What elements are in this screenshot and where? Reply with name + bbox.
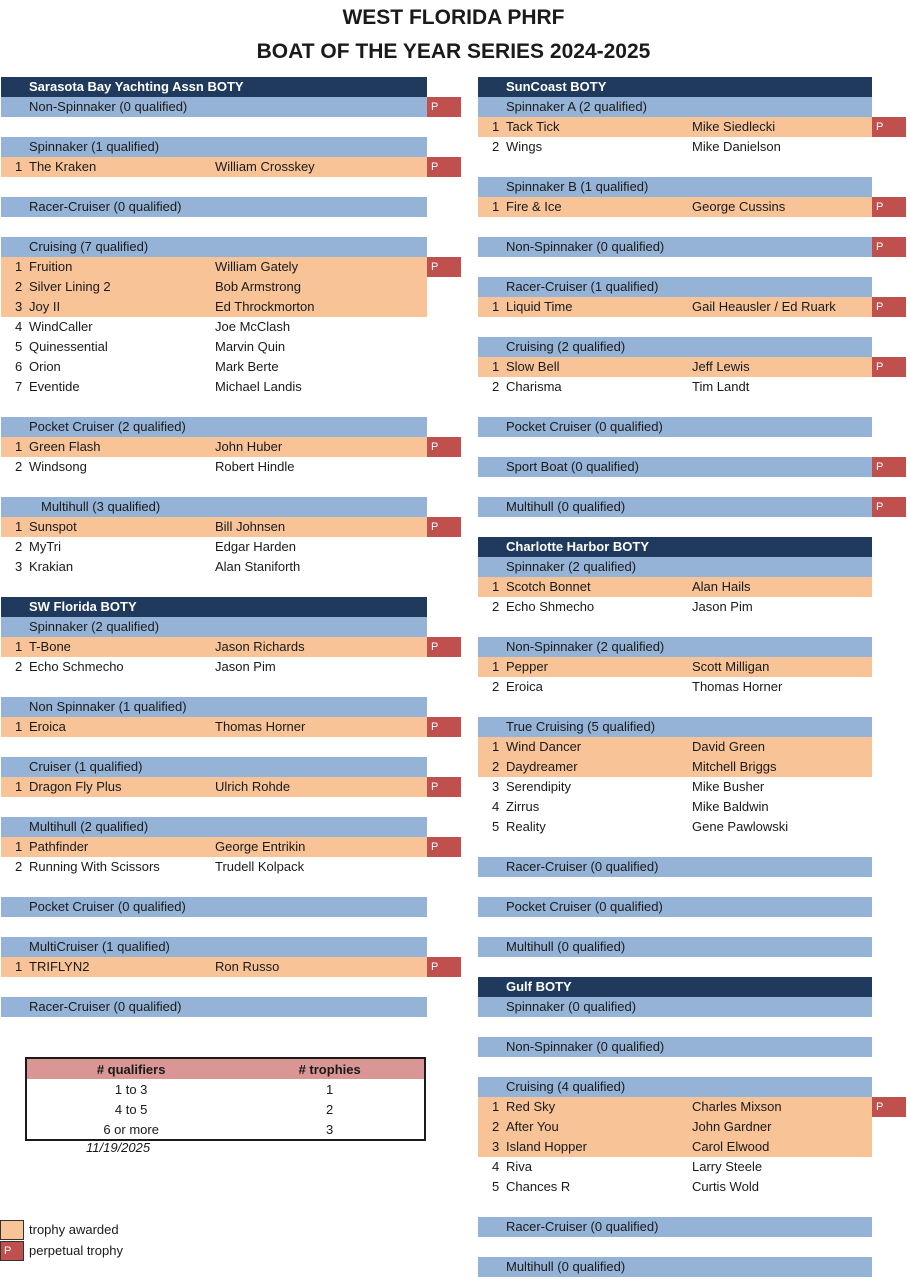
owner-name: Curtis Wold bbox=[692, 1179, 759, 1194]
boat-name: Green Flash bbox=[29, 439, 101, 454]
place-number: 2 bbox=[15, 659, 23, 674]
class-title: Non-Spinnaker (0 qualified) bbox=[29, 99, 188, 114]
owner-name: John Huber bbox=[215, 439, 283, 454]
boat-name: T-Bone bbox=[29, 639, 71, 654]
legend-perpetual-swatch: P bbox=[0, 1241, 24, 1261]
trophy-row-fill bbox=[478, 357, 872, 377]
perpetual-trophy-marker: P bbox=[872, 1097, 906, 1117]
class-title: MultiCruiser (1 qualified) bbox=[29, 939, 170, 954]
boat-name: Slow Bell bbox=[506, 359, 560, 374]
legend-trophy-label: trophy awarded bbox=[29, 1222, 119, 1237]
boat-name: Zirrus bbox=[506, 799, 540, 814]
place-number: 1 bbox=[492, 739, 500, 754]
region-header-bar bbox=[1, 597, 427, 617]
class-title: Non-Spinnaker (0 qualified) bbox=[506, 1039, 665, 1054]
qualifier-range: 6 or more bbox=[103, 1121, 159, 1137]
owner-name: Jason Pim bbox=[215, 659, 276, 674]
row-fill bbox=[1, 377, 427, 397]
class-header-bar bbox=[1, 137, 427, 157]
place-number: 1 bbox=[492, 199, 500, 214]
legend-trophy-swatch bbox=[0, 1220, 24, 1240]
trophy-row-fill bbox=[478, 737, 872, 757]
trophy-row-fill bbox=[478, 197, 872, 217]
trophy-row-fill bbox=[1, 437, 427, 457]
owner-name: Joe McClash bbox=[215, 319, 291, 334]
place-number: 1 bbox=[492, 659, 500, 674]
owner-name: David Green bbox=[692, 739, 765, 754]
class-title: Pocket Cruiser (2 qualified) bbox=[29, 419, 186, 434]
class-header-bar bbox=[478, 717, 872, 737]
boat-name: Island Hopper bbox=[506, 1139, 587, 1154]
class-header-bar bbox=[478, 857, 872, 877]
region-title: SunCoast BOTY bbox=[506, 79, 607, 94]
row-fill bbox=[478, 1177, 872, 1197]
class-header-bar bbox=[478, 1077, 872, 1097]
region-title: Charlotte Harbor BOTY bbox=[506, 539, 650, 554]
owner-name: Jason Pim bbox=[692, 599, 753, 614]
place-number: 5 bbox=[492, 819, 500, 834]
table-row bbox=[26, 1119, 425, 1140]
row-fill bbox=[478, 797, 872, 817]
class-title: Spinnaker (2 qualified) bbox=[29, 619, 160, 634]
boat-name: Eroica bbox=[29, 719, 66, 734]
place-number: 1 bbox=[492, 119, 500, 134]
place-number: 2 bbox=[15, 539, 23, 554]
boat-name: Silver Lining 2 bbox=[29, 279, 111, 294]
trophy-count: 2 bbox=[326, 1101, 334, 1117]
class-title: Racer-Cruiser (1 qualified) bbox=[506, 279, 659, 294]
qualifier-range: 4 to 5 bbox=[114, 1101, 148, 1117]
place-number: 2 bbox=[492, 759, 500, 774]
place-number: 1 bbox=[15, 639, 23, 654]
class-title: Pocket Cruiser (0 qualified) bbox=[506, 419, 663, 434]
boat-name: Running With Scissors bbox=[29, 859, 160, 874]
row-fill bbox=[1, 537, 427, 557]
boat-name: After You bbox=[506, 1119, 559, 1134]
row-fill bbox=[478, 817, 872, 837]
row-fill bbox=[1, 457, 427, 477]
boat-name: Echo Shmecho bbox=[506, 599, 595, 614]
owner-name: Robert Hindle bbox=[215, 459, 295, 474]
boat-name: Eroica bbox=[506, 679, 543, 694]
perpetual-trophy-marker: P bbox=[427, 837, 461, 857]
perpetual-trophy-marker: P bbox=[427, 97, 461, 117]
boat-name: Dragon Fly Plus bbox=[29, 779, 122, 794]
class-header-bar bbox=[478, 97, 872, 117]
trophy-row-fill bbox=[1, 637, 427, 657]
class-title: Pocket Cruiser (0 qualified) bbox=[29, 899, 186, 914]
boat-name: Pathfinder bbox=[29, 839, 89, 854]
class-title: Cruising (4 qualified) bbox=[506, 1079, 626, 1094]
class-title: Sport Boat (0 qualified) bbox=[506, 459, 639, 474]
class-title: Cruising (7 qualified) bbox=[29, 239, 149, 254]
row-fill bbox=[478, 597, 872, 617]
place-number: 1 bbox=[492, 1099, 500, 1114]
region-header-bar bbox=[1, 77, 427, 97]
perpetual-trophy-marker: P bbox=[427, 517, 461, 537]
place-number: 1 bbox=[15, 959, 23, 974]
row-fill bbox=[1, 357, 427, 377]
trophy-row-fill bbox=[478, 1137, 872, 1157]
row-fill bbox=[478, 1157, 872, 1177]
boat-name: Chances R bbox=[506, 1179, 571, 1194]
owner-name: Thomas Horner bbox=[215, 719, 306, 734]
page-title: WEST FLORIDA PHRF bbox=[342, 6, 565, 29]
perpetual-trophy-marker: P bbox=[427, 157, 461, 177]
class-title: Multihull (0 qualified) bbox=[506, 939, 626, 954]
class-title: Cruising (2 qualified) bbox=[506, 339, 626, 354]
qualifier-table-header bbox=[26, 1058, 425, 1079]
boat-name: Joy II bbox=[29, 299, 61, 314]
place-number: 4 bbox=[15, 319, 23, 334]
trophy-count: 3 bbox=[326, 1121, 334, 1137]
owner-name: Thomas Horner bbox=[692, 679, 783, 694]
boat-name: TRIFLYN2 bbox=[29, 959, 90, 974]
region-header-bar bbox=[478, 77, 872, 97]
trophy-row-fill bbox=[1, 157, 427, 177]
place-number: 2 bbox=[492, 599, 500, 614]
region-title: SW Florida BOTY bbox=[29, 599, 137, 614]
class-header-bar bbox=[478, 557, 872, 577]
class-title: Multihull (0 qualified) bbox=[506, 1259, 626, 1274]
row-fill bbox=[1, 657, 427, 677]
trophy-row-fill bbox=[1, 957, 427, 977]
trophy-row-fill bbox=[1, 517, 427, 537]
header-qualifiers: # qualifiers bbox=[26, 1058, 235, 1079]
owner-name: Charles Mixson bbox=[692, 1099, 782, 1114]
boat-name: Wings bbox=[506, 139, 543, 154]
class-title: Non-Spinnaker (0 qualified) bbox=[506, 239, 665, 254]
row-fill bbox=[478, 137, 872, 157]
place-number: 1 bbox=[15, 719, 23, 734]
perpetual-trophy-marker: P bbox=[872, 197, 906, 217]
owner-name: Michael Landis bbox=[215, 379, 302, 394]
boat-name: Windsong bbox=[29, 459, 87, 474]
boat-name: Charisma bbox=[506, 379, 562, 394]
owner-name: Bob Armstrong bbox=[215, 279, 301, 294]
boat-name: Serendipity bbox=[506, 779, 572, 794]
owner-name: Gail Heausler / Ed Ruark bbox=[692, 299, 836, 314]
boat-name: Daydreamer bbox=[506, 759, 578, 774]
place-number: 2 bbox=[15, 459, 23, 474]
trophy-row-fill bbox=[478, 577, 872, 597]
region-header-bar bbox=[478, 977, 872, 997]
boat-name: Echo Schmecho bbox=[29, 659, 124, 674]
owner-name: Marvin Quin bbox=[215, 339, 286, 354]
class-header-bar bbox=[478, 237, 872, 257]
table-row bbox=[26, 1099, 425, 1119]
place-number: 5 bbox=[15, 339, 23, 354]
owner-name: Mark Berte bbox=[215, 359, 279, 374]
class-title: True Cruising (5 qualified) bbox=[506, 719, 656, 734]
class-title: Spinnaker (1 qualified) bbox=[29, 139, 160, 154]
class-header-bar bbox=[478, 997, 872, 1017]
trophy-count: 1 bbox=[326, 1081, 334, 1097]
trophy-row-fill bbox=[1, 277, 427, 297]
place-number: 1 bbox=[15, 439, 23, 454]
trophy-row-fill bbox=[478, 297, 872, 317]
class-title: Multihull (3 qualified) bbox=[41, 499, 161, 514]
row-fill bbox=[1, 857, 427, 877]
class-title: Non Spinnaker (1 qualified) bbox=[29, 699, 187, 714]
place-number: 2 bbox=[492, 679, 500, 694]
trophy-row-fill bbox=[478, 657, 872, 677]
place-number: 4 bbox=[492, 1159, 500, 1174]
place-number: 3 bbox=[492, 779, 500, 794]
date-label: 11/19/2025 bbox=[86, 1140, 151, 1155]
owner-name: Scott Milligan bbox=[692, 659, 770, 674]
class-title: Cruiser (1 qualified) bbox=[29, 759, 143, 774]
boat-name: Wind Dancer bbox=[506, 739, 582, 754]
trophy-row-fill bbox=[478, 117, 872, 137]
owner-name: Trudell Kolpack bbox=[215, 859, 305, 874]
owner-name: Ron Russo bbox=[215, 959, 280, 974]
trophy-row-fill bbox=[1, 257, 427, 277]
perpetual-trophy-marker: P bbox=[872, 297, 906, 317]
class-header-bar bbox=[1, 197, 427, 217]
place-number: 1 bbox=[492, 299, 500, 314]
trophy-row-fill bbox=[1, 777, 427, 797]
class-title: Racer-Cruiser (0 qualified) bbox=[29, 199, 182, 214]
region-title: Sarasota Bay Yachting Assn BOTY bbox=[29, 79, 244, 94]
class-header-bar bbox=[1, 497, 427, 517]
row-fill bbox=[1, 337, 427, 357]
place-number: 4 bbox=[492, 799, 500, 814]
class-header-bar bbox=[478, 637, 872, 657]
owner-name: Bill Johnsen bbox=[215, 519, 286, 534]
owner-name: Alan Staniforth bbox=[215, 559, 301, 574]
class-header-bar bbox=[1, 757, 427, 777]
place-number: 1 bbox=[15, 519, 23, 534]
perpetual-trophy-marker: P bbox=[872, 237, 906, 257]
class-header-bar bbox=[478, 897, 872, 917]
place-number: 3 bbox=[15, 559, 23, 574]
boat-name: Scotch Bonnet bbox=[506, 579, 591, 594]
place-number: 1 bbox=[492, 359, 500, 374]
boat-name: WindCaller bbox=[29, 319, 93, 334]
class-title: Spinnaker B (1 qualified) bbox=[506, 179, 649, 194]
class-title: Multihull (0 qualified) bbox=[506, 499, 626, 514]
place-number: 2 bbox=[492, 1119, 500, 1134]
row-fill bbox=[478, 777, 872, 797]
perpetual-trophy-marker: P bbox=[427, 637, 461, 657]
owner-name: Mike Danielson bbox=[692, 139, 781, 154]
trophy-row-fill bbox=[1, 717, 427, 737]
class-header-bar bbox=[478, 497, 872, 517]
owner-name: Mitchell Briggs bbox=[692, 759, 777, 774]
boat-name: Red Sky bbox=[506, 1099, 556, 1114]
class-title: Non-Spinnaker (2 qualified) bbox=[506, 639, 665, 654]
place-number: 2 bbox=[492, 379, 500, 394]
boat-name: Tack Tick bbox=[506, 119, 560, 134]
class-header-bar bbox=[478, 177, 872, 197]
place-number: 2 bbox=[15, 859, 23, 874]
class-header-bar bbox=[478, 1217, 872, 1237]
class-title: Racer-Cruiser (0 qualified) bbox=[506, 859, 659, 874]
row-fill bbox=[1, 317, 427, 337]
region-title: Gulf BOTY bbox=[506, 979, 572, 994]
perpetual-trophy-marker: P bbox=[872, 117, 906, 137]
boat-name: Krakian bbox=[29, 559, 74, 574]
class-header-bar bbox=[478, 937, 872, 957]
boat-name: Fire & Ice bbox=[506, 199, 562, 214]
header-trophies: # trophies bbox=[235, 1058, 425, 1079]
class-title: Spinnaker (0 qualified) bbox=[506, 999, 637, 1014]
page-subtitle: BOAT OF THE YEAR SERIES 2024-2025 bbox=[256, 40, 651, 63]
class-header-bar bbox=[1, 237, 427, 257]
owner-name: Ed Throckmorton bbox=[215, 299, 315, 314]
place-number: 5 bbox=[492, 1179, 500, 1194]
perpetual-trophy-marker: P bbox=[427, 777, 461, 797]
trophy-row-fill bbox=[478, 757, 872, 777]
place-number: 1 bbox=[15, 779, 23, 794]
owner-name: Carol Elwood bbox=[692, 1139, 770, 1154]
place-number: 2 bbox=[492, 139, 500, 154]
boat-name: Fruition bbox=[29, 259, 73, 274]
class-header-bar bbox=[1, 997, 427, 1017]
region-header-bar bbox=[478, 537, 872, 557]
place-number: 1 bbox=[15, 839, 23, 854]
place-number: 7 bbox=[15, 379, 23, 394]
place-number: 3 bbox=[15, 299, 23, 314]
owner-name: Tim Landt bbox=[692, 379, 750, 394]
class-header-bar bbox=[1, 937, 427, 957]
place-number: 1 bbox=[15, 159, 23, 174]
place-number: 3 bbox=[492, 1139, 500, 1154]
class-title: Multihull (2 qualified) bbox=[29, 819, 149, 834]
class-header-bar bbox=[1, 697, 427, 717]
boat-name: MyTri bbox=[29, 539, 62, 554]
class-header-bar bbox=[478, 457, 872, 477]
boat-name: Pepper bbox=[506, 659, 548, 674]
perpetual-trophy-marker: P bbox=[872, 357, 906, 377]
class-title: Spinnaker A (2 qualified) bbox=[506, 99, 647, 114]
boat-name: Sunspot bbox=[29, 519, 77, 534]
owner-name: Ulrich Rohde bbox=[215, 779, 291, 794]
owner-name: Jason Richards bbox=[215, 639, 305, 654]
owner-name: William Gately bbox=[215, 259, 299, 274]
boat-name: Liquid Time bbox=[506, 299, 573, 314]
legend-perpetual-label: perpetual trophy bbox=[29, 1243, 123, 1258]
trophy-row-fill bbox=[1, 297, 427, 317]
boat-name: Eventide bbox=[29, 379, 80, 394]
owner-name: George Entrikin bbox=[215, 839, 306, 854]
owner-name: Larry Steele bbox=[692, 1159, 763, 1174]
perpetual-trophy-marker: P bbox=[427, 257, 461, 277]
class-header-bar bbox=[478, 417, 872, 437]
table-row bbox=[26, 1079, 425, 1099]
boat-name: Reality bbox=[506, 819, 546, 834]
row-fill bbox=[1, 557, 427, 577]
row-fill bbox=[478, 677, 872, 697]
place-number: 2 bbox=[15, 279, 23, 294]
owner-name: Mike Busher bbox=[692, 779, 765, 794]
qualifier-table bbox=[25, 1057, 426, 1141]
class-header-bar bbox=[1, 897, 427, 917]
boat-name: Riva bbox=[506, 1159, 533, 1174]
class-header-bar bbox=[478, 1257, 872, 1277]
perpetual-trophy-marker: P bbox=[427, 437, 461, 457]
trophy-row-fill bbox=[478, 1097, 872, 1117]
owner-name: Edgar Harden bbox=[215, 539, 296, 554]
class-header-bar bbox=[1, 817, 427, 837]
perpetual-trophy-marker: P bbox=[427, 957, 461, 977]
place-number: 1 bbox=[492, 579, 500, 594]
row-fill bbox=[478, 377, 872, 397]
boat-name: The Kraken bbox=[29, 159, 97, 174]
qualifier-range: 1 to 3 bbox=[114, 1081, 148, 1097]
class-header-bar bbox=[478, 1037, 872, 1057]
class-header-bar bbox=[478, 337, 872, 357]
boat-name: Quinessential bbox=[29, 339, 108, 354]
perpetual-trophy-marker: P bbox=[872, 497, 906, 517]
owner-name: John Gardner bbox=[692, 1119, 772, 1134]
class-title: Racer-Cruiser (0 qualified) bbox=[29, 999, 182, 1014]
class-header-bar bbox=[478, 277, 872, 297]
trophy-row-fill bbox=[1, 837, 427, 857]
class-header-bar bbox=[1, 417, 427, 437]
owner-name: Mike Siedlecki bbox=[692, 119, 776, 134]
trophy-row-fill bbox=[478, 1117, 872, 1137]
class-header-bar bbox=[1, 617, 427, 637]
boat-name: Orion bbox=[29, 359, 61, 374]
perpetual-trophy-marker: P bbox=[427, 717, 461, 737]
owner-name: William Crosskey bbox=[215, 159, 315, 174]
perpetual-trophy-marker: P bbox=[872, 457, 906, 477]
owner-name: Alan Hails bbox=[692, 579, 751, 594]
owner-name: George Cussins bbox=[692, 199, 786, 214]
place-number: 1 bbox=[15, 259, 23, 274]
owner-name: Jeff Lewis bbox=[692, 359, 750, 374]
class-title: Racer-Cruiser (0 qualified) bbox=[506, 1219, 659, 1234]
place-number: 6 bbox=[15, 359, 23, 374]
owner-name: Mike Baldwin bbox=[692, 799, 769, 814]
class-title: Pocket Cruiser (0 qualified) bbox=[506, 899, 663, 914]
class-title: Spinnaker (2 qualified) bbox=[506, 559, 637, 574]
owner-name: Gene Pawlowski bbox=[692, 819, 789, 834]
class-header-bar bbox=[1, 97, 427, 117]
